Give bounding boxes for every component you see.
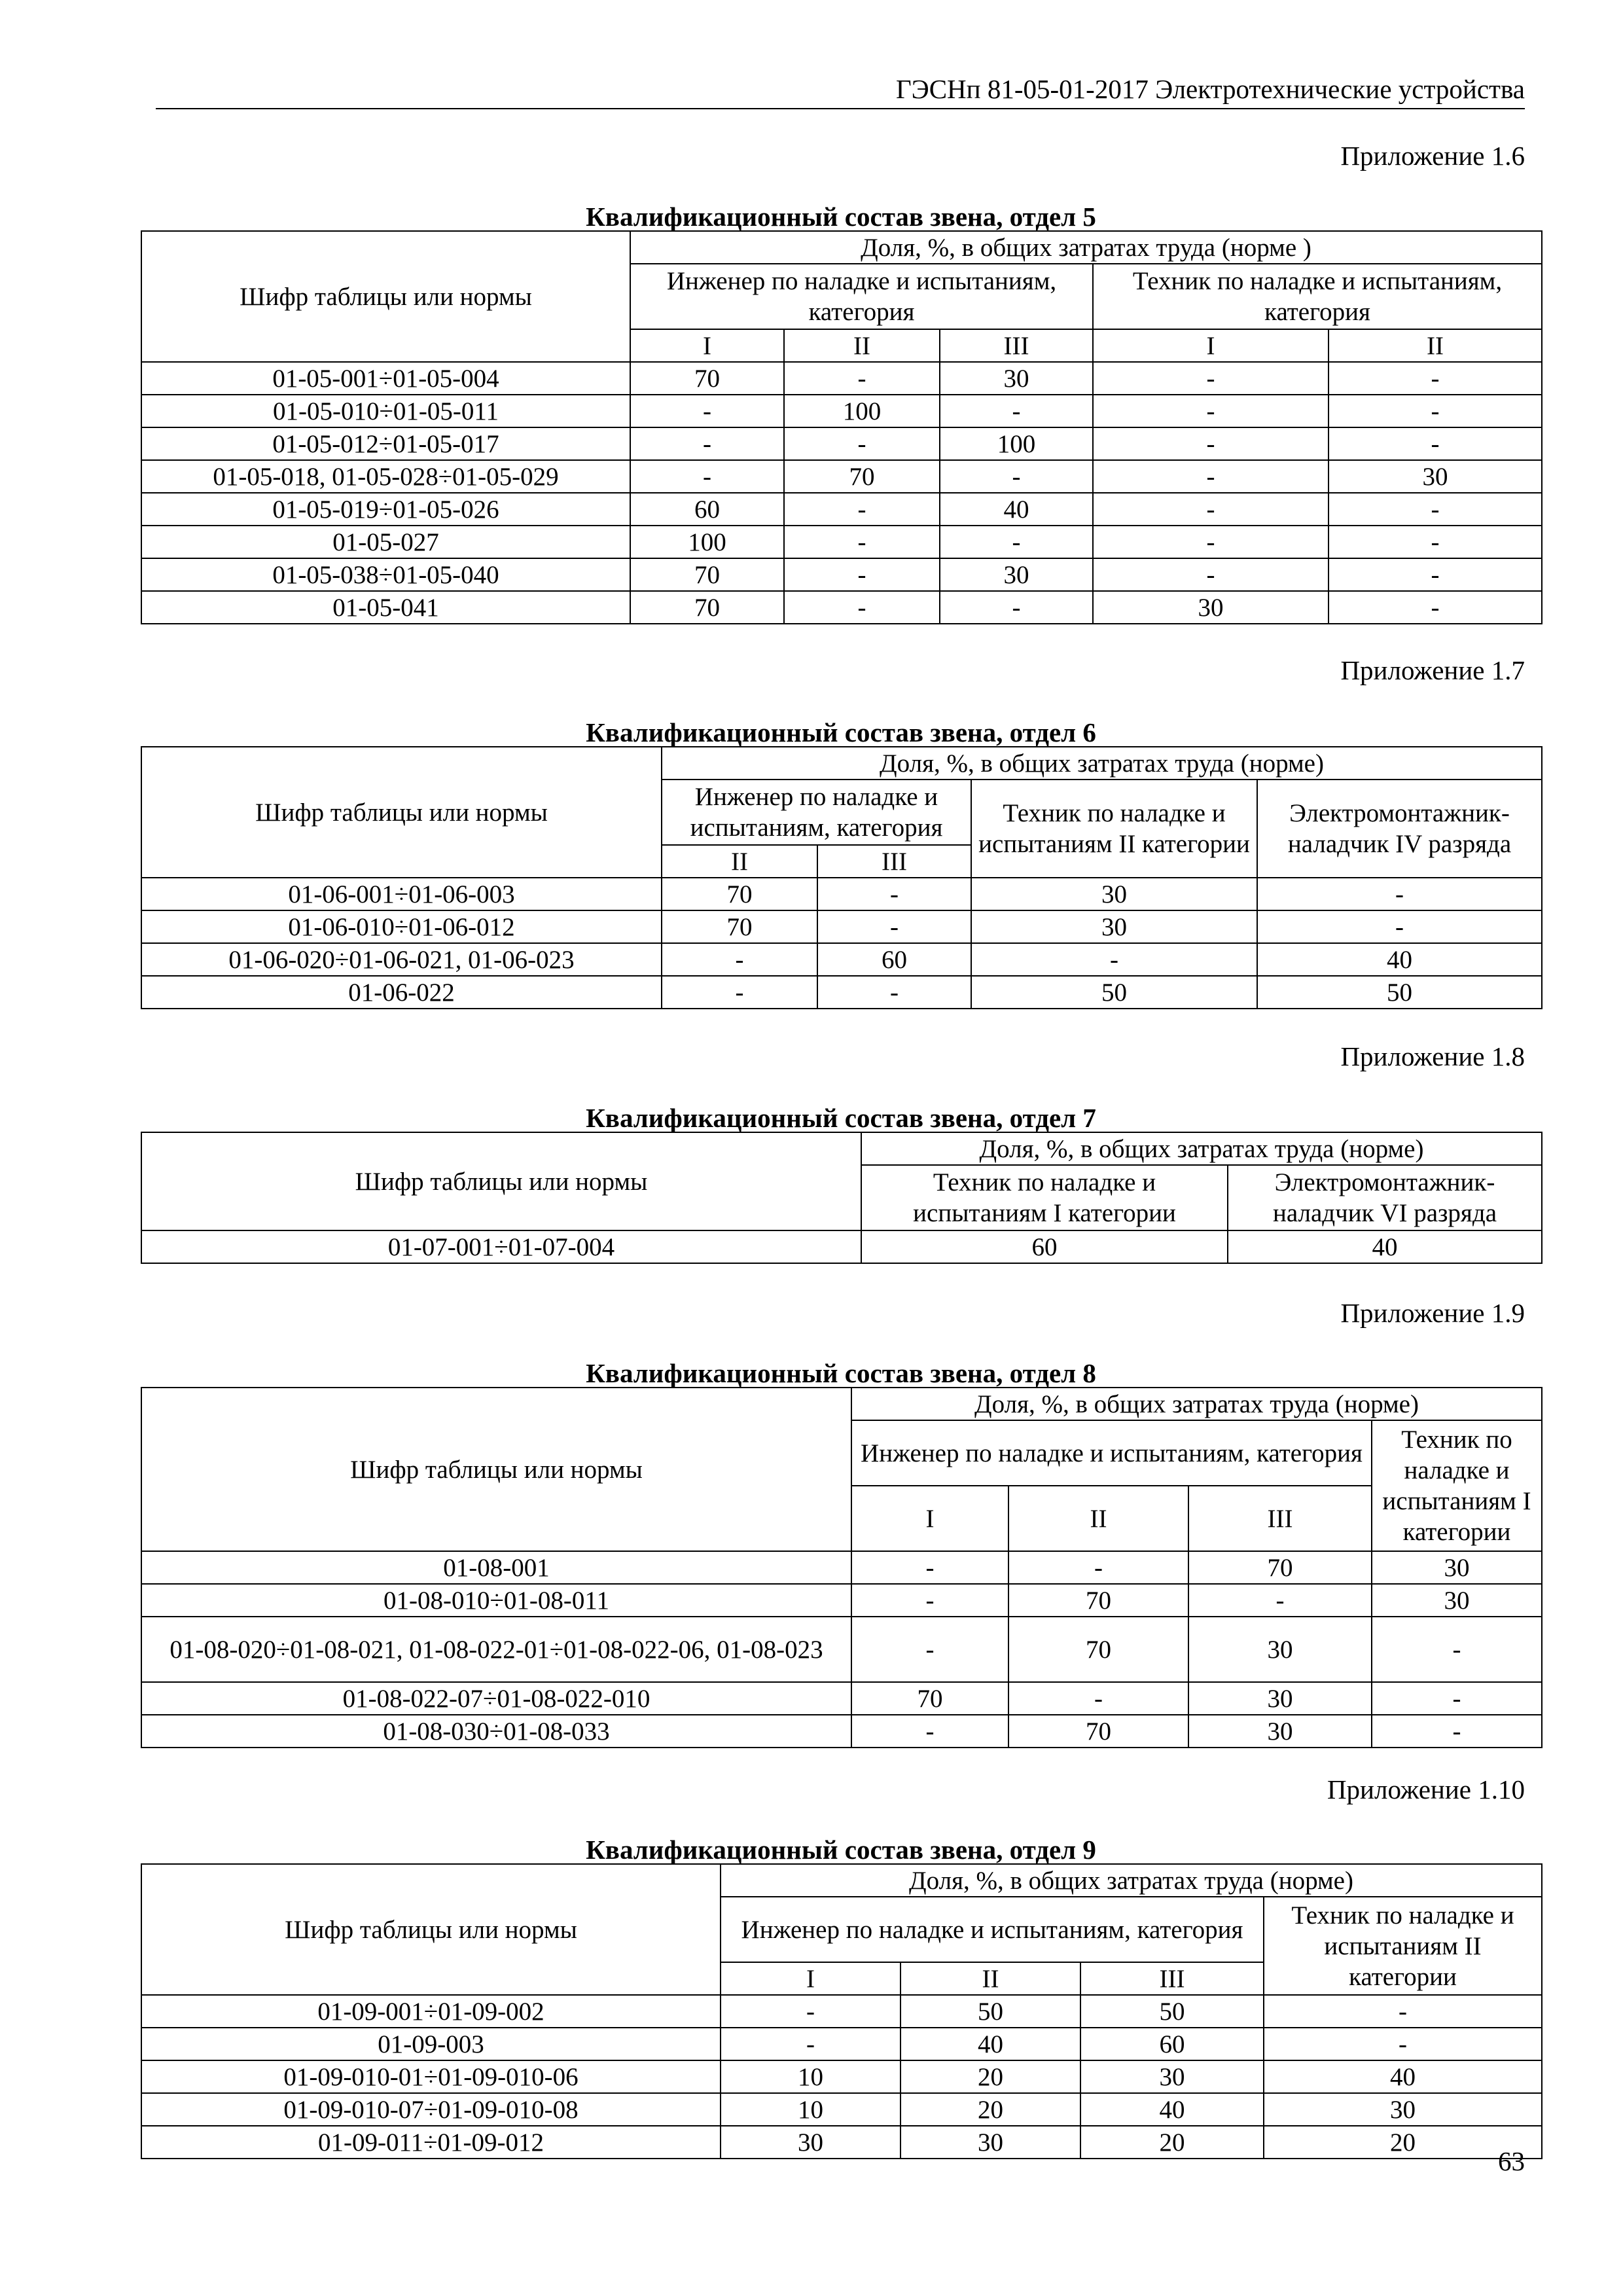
eng-cat: II	[662, 845, 817, 878]
cell-code: 01-05-027	[141, 526, 630, 558]
cell-value: 30	[940, 558, 1093, 591]
cell-value: 40	[1228, 1230, 1542, 1263]
table-row	[141, 558, 1542, 591]
cell-code: 01-09-010-01÷01-09-010-06	[141, 2060, 721, 2093]
header-technician: Техник по наладке и испытаниям, категория	[1093, 264, 1542, 329]
table-caption-otdel-8: Квалификационный состав звена, отдел 8	[586, 1358, 1096, 1388]
cell-value: -	[784, 362, 940, 395]
cell-code: 01-05-018, 01-05-028÷01-05-029	[141, 460, 630, 493]
cell-value: -	[784, 493, 940, 526]
cell-value: 60	[630, 493, 784, 526]
cell-code: 01-09-003	[141, 2028, 721, 2060]
cell-value: -	[721, 1995, 901, 2028]
cell-value: -	[1008, 1682, 1188, 1715]
cell-value: 40	[940, 493, 1093, 526]
cell-value: -	[784, 427, 940, 460]
table-caption-otdel-6: Квалификационный состав звена, отдел 6	[586, 717, 1096, 747]
cell-value: 70	[1008, 1584, 1188, 1617]
page-number: 63	[1498, 2146, 1525, 2176]
header-code: Шифр таблицы или нормы	[141, 1864, 721, 1995]
cell-code: 01-06-010÷01-06-012	[141, 910, 662, 943]
table-caption-otdel-7: Квалификационный состав звена, отдел 7	[586, 1103, 1096, 1133]
tech-cat: I	[1093, 329, 1329, 362]
cell-value: -	[817, 878, 971, 910]
cell-value: -	[851, 1715, 1008, 1748]
header-engineer: Инженер по наладке и испытаниям, категория	[662, 780, 971, 845]
cell-value: 30	[1372, 1584, 1542, 1617]
table-otdel-6	[141, 746, 1543, 1009]
cell-value: -	[1372, 1715, 1542, 1748]
table-row	[141, 395, 1542, 427]
table-row	[141, 910, 1542, 943]
cell-value: -	[1008, 1551, 1188, 1584]
table-row	[141, 460, 1542, 493]
cell-value: -	[1093, 362, 1329, 395]
cell-value: -	[940, 526, 1093, 558]
cell-code: 01-05-038÷01-05-040	[141, 558, 630, 591]
cell-value: 60	[861, 1230, 1228, 1263]
cell-value: -	[940, 395, 1093, 427]
header-technician: Техник по наладке и испытаниям I категории	[1372, 1420, 1542, 1551]
cell-value: -	[721, 2028, 901, 2060]
table-row	[141, 976, 1542, 1009]
cell-value: 10	[721, 2093, 901, 2126]
cell-value: 70	[1188, 1551, 1372, 1584]
table-row	[141, 1230, 1542, 1263]
cell-value: 30	[721, 2126, 901, 2159]
table-row	[141, 943, 1542, 976]
cell-value: 20	[1080, 2126, 1264, 2159]
header-electrician: Электромонтажник-наладчик VI разряда	[1228, 1165, 1542, 1230]
cell-value: 30	[1093, 591, 1329, 624]
table-caption-otdel-5: Квалификационный состав звена, отдел 5	[586, 202, 1096, 232]
cell-code: 01-08-020÷01-08-021, 01-08-022-01÷01-08-022-06, 01-08-023	[141, 1617, 851, 1682]
cell-value: -	[940, 591, 1093, 624]
table-row	[141, 2060, 1542, 2093]
cell-value: 30	[971, 910, 1257, 943]
header-technician: Техник по наладке и испытаниям I категории	[861, 1165, 1228, 1230]
eng-cat: II	[901, 1962, 1080, 1995]
cell-value: -	[784, 591, 940, 624]
cell-code: 01-05-041	[141, 591, 630, 624]
cell-value: 30	[940, 362, 1093, 395]
cell-value: 40	[1264, 2060, 1542, 2093]
eng-cat: I	[721, 1962, 901, 1995]
table-row	[141, 362, 1542, 395]
eng-cat: III	[1080, 1962, 1264, 1995]
cell-value: 30	[1188, 1682, 1372, 1715]
table-otdel-5	[141, 230, 1543, 624]
appendix-label-1-8: Приложение 1.8	[1340, 1041, 1525, 1071]
cell-value: 100	[784, 395, 940, 427]
cell-value: 30	[1264, 2093, 1542, 2126]
table-row	[141, 878, 1542, 910]
cell-value: 50	[901, 1995, 1080, 2028]
cell-code: 01-08-022-07÷01-08-022-010	[141, 1682, 851, 1715]
cell-value: 100	[940, 427, 1093, 460]
cell-value: 50	[1080, 1995, 1264, 2028]
eng-cat: II	[784, 329, 940, 362]
header-engineer: Инженер по наладке и испытаниям, категория	[851, 1420, 1372, 1486]
header-electrician: Электромонтажник-наладчик IV разряда	[1257, 780, 1542, 878]
table-row	[141, 1715, 1542, 1748]
cell-value: 30	[1188, 1715, 1372, 1748]
cell-value: 20	[901, 2093, 1080, 2126]
cell-value: -	[1264, 1995, 1542, 2028]
eng-cat: III	[1188, 1486, 1372, 1551]
header-code: Шифр таблицы или нормы	[141, 1132, 861, 1230]
cell-value: -	[971, 943, 1257, 976]
cell-value: 70	[630, 558, 784, 591]
cell-code: 01-06-020÷01-06-021, 01-06-023	[141, 943, 662, 976]
table-row	[141, 591, 1542, 624]
cell-value: -	[1257, 910, 1542, 943]
header-share: Доля, %, в общих затратах труда (норме )	[630, 231, 1542, 264]
cell-code: 01-08-001	[141, 1551, 851, 1584]
cell-value: 50	[1257, 976, 1542, 1009]
cell-value: 60	[1080, 2028, 1264, 2060]
cell-value: 10	[721, 2060, 901, 2093]
cell-value: 40	[1257, 943, 1542, 976]
appendix-label-1-10: Приложение 1.10	[1327, 1774, 1525, 1804]
cell-code: 01-05-010÷01-05-011	[141, 395, 630, 427]
table-row	[141, 1682, 1542, 1715]
cell-value: -	[940, 460, 1093, 493]
cell-value: -	[630, 427, 784, 460]
cell-value: 30	[1372, 1551, 1542, 1584]
header-code: Шифр таблицы или нормы	[141, 747, 662, 878]
header-divider	[156, 108, 1525, 109]
cell-code: 01-06-001÷01-06-003	[141, 878, 662, 910]
table-row	[141, 2028, 1542, 2060]
cell-value: 30	[1329, 460, 1542, 493]
cell-value: -	[817, 910, 971, 943]
table-row	[141, 493, 1542, 526]
cell-value: -	[1093, 395, 1329, 427]
cell-value: 60	[817, 943, 971, 976]
cell-value: 70	[1008, 1617, 1188, 1682]
cell-code: 01-09-011÷01-09-012	[141, 2126, 721, 2159]
header-engineer: Инженер по наладке и испытаниям, категория	[721, 1897, 1264, 1962]
cell-code: 01-07-001÷01-07-004	[141, 1230, 861, 1263]
cell-code: 01-08-030÷01-08-033	[141, 1715, 851, 1748]
cell-value: 70	[630, 362, 784, 395]
cell-code: 01-05-019÷01-05-026	[141, 493, 630, 526]
cell-value: -	[662, 976, 817, 1009]
cell-value: 70	[662, 910, 817, 943]
cell-value: -	[630, 460, 784, 493]
cell-value: -	[1093, 427, 1329, 460]
cell-value: 70	[851, 1682, 1008, 1715]
cell-value: -	[662, 943, 817, 976]
header-share: Доля, %, в общих затратах труда (норме)	[721, 1864, 1542, 1897]
cell-value: -	[630, 395, 784, 427]
cell-code: 01-05-012÷01-05-017	[141, 427, 630, 460]
table-row	[141, 1995, 1542, 2028]
cell-code: 01-09-001÷01-09-002	[141, 1995, 721, 2028]
table-row	[141, 526, 1542, 558]
cell-value: -	[1329, 526, 1542, 558]
cell-value: -	[851, 1617, 1008, 1682]
cell-value: 30	[1188, 1617, 1372, 1682]
cell-code: 01-06-022	[141, 976, 662, 1009]
cell-value: 30	[901, 2126, 1080, 2159]
cell-value: -	[1329, 493, 1542, 526]
cell-value: -	[1372, 1682, 1542, 1715]
eng-cat: I	[630, 329, 784, 362]
cell-value: -	[1329, 362, 1542, 395]
table-caption-otdel-9: Квалификационный состав звена, отдел 9	[586, 1835, 1096, 1865]
cell-value: 70	[784, 460, 940, 493]
cell-code: 01-08-010÷01-08-011	[141, 1584, 851, 1617]
table-row	[141, 1551, 1542, 1584]
cell-value: -	[784, 558, 940, 591]
cell-value: -	[1329, 427, 1542, 460]
cell-value: 40	[901, 2028, 1080, 2060]
cell-value: 70	[1008, 1715, 1188, 1748]
document-header-title: ГЭСНп 81-05-01-2017 Электротехнические устройства	[895, 74, 1525, 104]
header-engineer: Инженер по наладке и испытаниям, категория	[630, 264, 1093, 329]
eng-cat: III	[817, 845, 971, 878]
table-row	[141, 2126, 1542, 2159]
cell-value: 40	[1080, 2093, 1264, 2126]
cell-value: -	[1093, 493, 1329, 526]
cell-value: -	[1093, 526, 1329, 558]
cell-value: -	[817, 976, 971, 1009]
appendix-label-1-7: Приложение 1.7	[1340, 655, 1525, 685]
cell-value: -	[1329, 591, 1542, 624]
cell-value: 100	[630, 526, 784, 558]
header-share: Доля, %, в общих затратах труда (норме)	[861, 1132, 1542, 1165]
table-row	[141, 427, 1542, 460]
table-row	[141, 1617, 1542, 1682]
cell-value: -	[1329, 395, 1542, 427]
cell-value: -	[1188, 1584, 1372, 1617]
cell-value: -	[1329, 558, 1542, 591]
cell-value: 30	[971, 878, 1257, 910]
table-otdel-9	[141, 1863, 1543, 2159]
table-row	[141, 1584, 1542, 1617]
tech-cat: II	[1329, 329, 1542, 362]
cell-value: 30	[1080, 2060, 1264, 2093]
eng-cat: I	[851, 1486, 1008, 1551]
cell-value: -	[1093, 460, 1329, 493]
cell-code: 01-09-010-07÷01-09-010-08	[141, 2093, 721, 2126]
cell-value: -	[851, 1551, 1008, 1584]
cell-value: 70	[630, 591, 784, 624]
header-share: Доля, %, в общих затратах труда (норме)	[662, 747, 1542, 780]
cell-code: 01-05-001÷01-05-004	[141, 362, 630, 395]
cell-value: -	[1372, 1617, 1542, 1682]
cell-value: -	[1093, 558, 1329, 591]
header-technician: Техник по наладке и испытаниям II категории	[971, 780, 1257, 878]
header-share: Доля, %, в общих затратах труда (норме)	[851, 1388, 1542, 1420]
header-technician: Техник по наладке и испытаниям II категории	[1264, 1897, 1542, 1995]
header-code: Шифр таблицы или нормы	[141, 231, 630, 362]
cell-value: 50	[971, 976, 1257, 1009]
eng-cat: III	[940, 329, 1093, 362]
cell-value: 20	[901, 2060, 1080, 2093]
table-row	[141, 2093, 1542, 2126]
cell-value: -	[1257, 878, 1542, 910]
cell-value: 20	[1264, 2126, 1542, 2159]
cell-value: 70	[662, 878, 817, 910]
eng-cat: II	[1008, 1486, 1188, 1551]
cell-value: -	[784, 526, 940, 558]
cell-value: -	[851, 1584, 1008, 1617]
cell-value: -	[1264, 2028, 1542, 2060]
appendix-label-1-6: Приложение 1.6	[1340, 141, 1525, 171]
table-otdel-8	[141, 1387, 1543, 1748]
appendix-label-1-9: Приложение 1.9	[1340, 1298, 1525, 1328]
header-code: Шифр таблицы или нормы	[141, 1388, 851, 1551]
table-otdel-7	[141, 1132, 1543, 1264]
